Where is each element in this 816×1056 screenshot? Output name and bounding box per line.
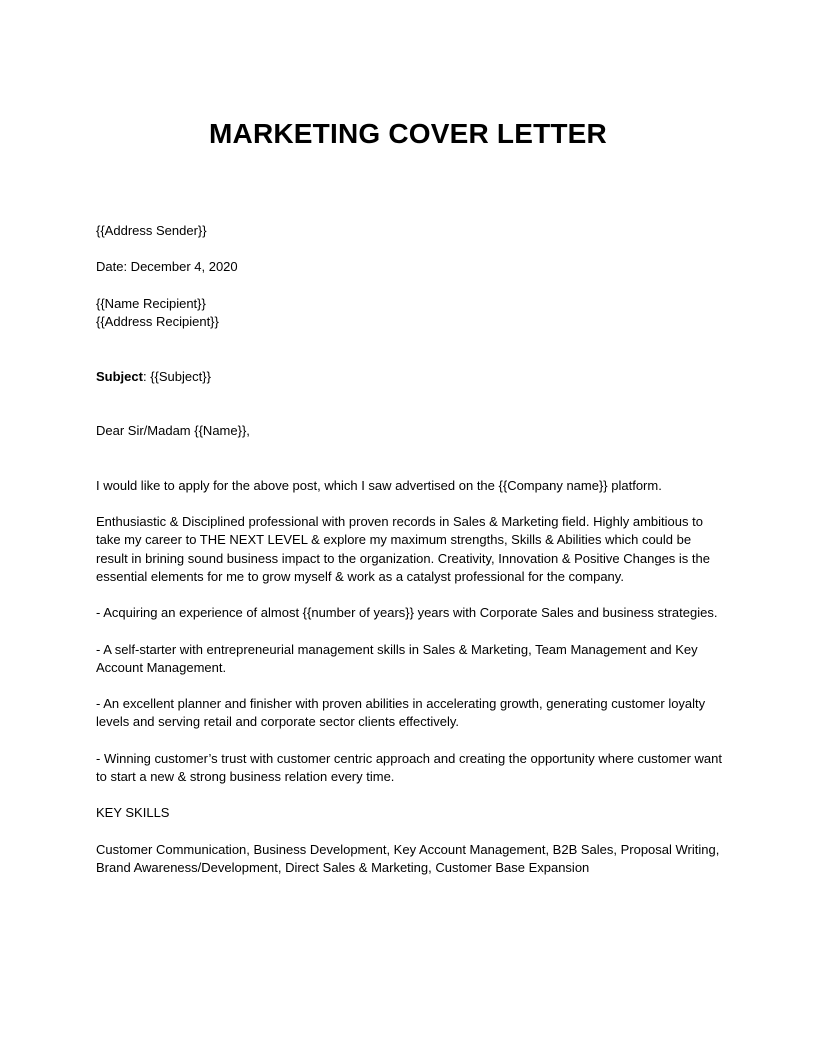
date-line: Date: December 4, 2020	[96, 259, 238, 275]
recipient-name: {{Name Recipient}}	[96, 295, 206, 311]
greeting: Dear Sir/Madam {{Name}},	[96, 423, 250, 439]
subject-label: Subject	[96, 368, 143, 384]
page-title: MARKETING COVER LETTER	[209, 118, 607, 149]
list-item: - Winning customer’s trust with customer centric approach and creating the opportunity where customer want to start a new & strong business relation every time.	[96, 750, 722, 784]
list-item: - A self-starter with entrepreneurial management skills in Sales & Marketing, Team Management and Key Account Management.	[96, 641, 698, 675]
sender-address: {{Address Sender}}	[96, 223, 207, 238]
letter-body	[96, 222, 726, 877]
recipient-block	[96, 295, 726, 331]
key-skills-heading: KEY SKILLS	[96, 805, 170, 821]
subject-line	[96, 368, 726, 386]
subject-value: {{Subject}}	[150, 368, 211, 384]
profile-paragraph: Enthusiastic & Disciplined professional with proven records in Sales & Marketing field. Highly ambitious to take my career to THE NEXT LEVEL & explore my maximum strengths, Skills & Abilities which could be result in brining sound business impact to the organization. Creativity, Innovation & Positive Changes is the essential elements for me to grow myself & work as a catalyst professional for the company.	[96, 514, 710, 584]
list-item: - Acquiring an experience of almost {{number of years}} years with Corporate Sales and business strategies.	[96, 605, 718, 621]
recipient-address: {{Address Recipient}}	[96, 313, 219, 329]
key-skills-text: Customer Communication, Business Development, Key Account Management, B2B Sales, Proposal Writing, Brand Awareness/Development, Direct Sales & Marketing, Customer Base Expansion	[96, 841, 720, 875]
list-item: - An excellent planner and finisher with proven abilities in accelerating growth, generating customer loyalty levels and serving retail and corporate sector clients effectively.	[96, 696, 706, 730]
subject-separator: :	[142, 368, 151, 384]
intro-paragraph: I would like to apply for the above post, which I saw advertised on the {{Company name}} platform.	[96, 477, 662, 493]
